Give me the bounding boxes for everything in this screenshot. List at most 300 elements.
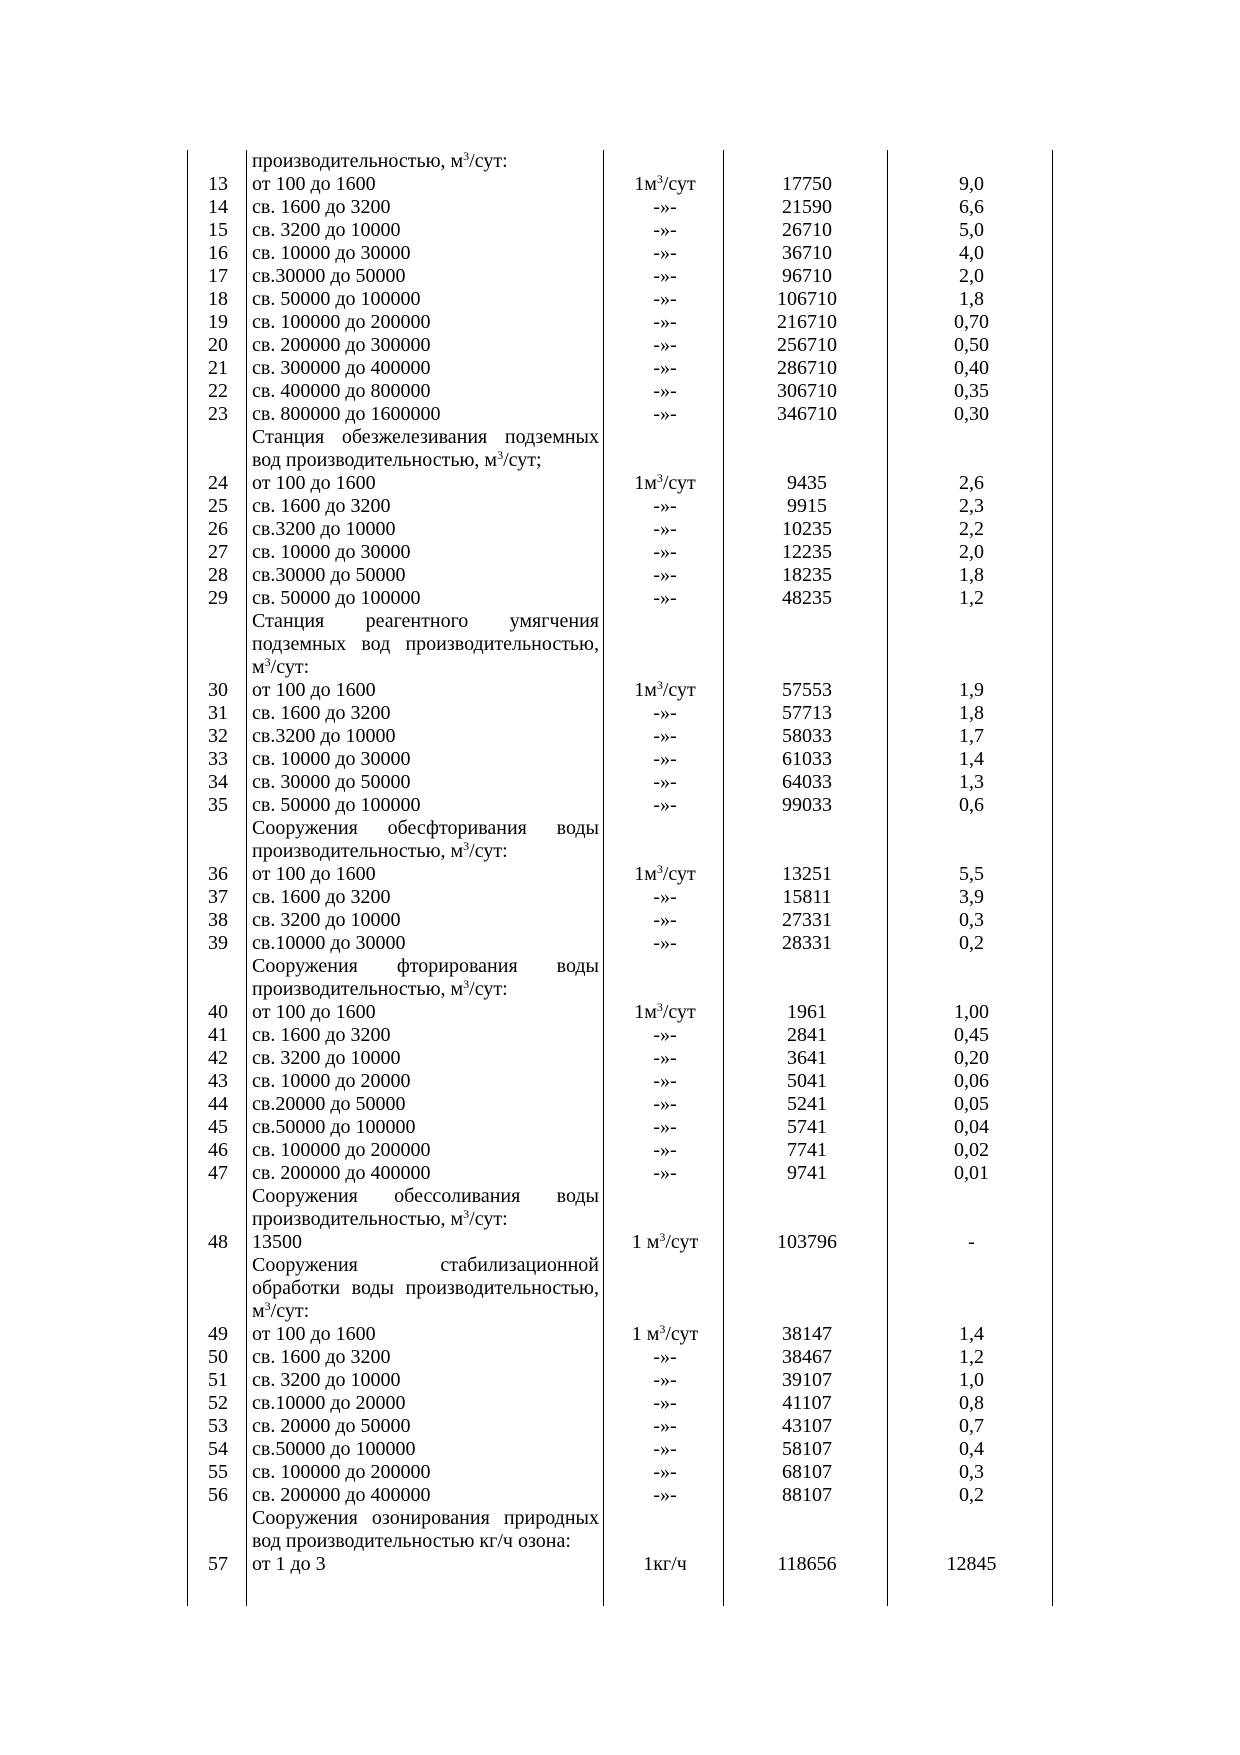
cost-cell: 256710 — [777, 334, 837, 356]
table-row — [188, 495, 1054, 518]
cost-cell — [725, 817, 889, 863]
cost-cell — [725, 150, 889, 173]
unit-cell: -»- — [653, 1162, 677, 1184]
capacity-range: от 100 до 1600 — [252, 1001, 376, 1023]
capacity-range: от 100 до 1600 — [252, 679, 376, 701]
row-number: 46 — [208, 1139, 228, 1161]
coefficient-cell: 1,0 — [959, 1369, 984, 1391]
section-heading: Сооружения фторирования воды производительностью, $м^3$/сут: — [252, 955, 599, 1000]
unit-cell — [605, 955, 725, 1001]
unit-cell — [605, 817, 725, 863]
table-row — [188, 403, 1054, 426]
table-row — [188, 288, 1054, 311]
section-heading-row — [188, 1507, 1054, 1553]
row-number: 40 — [208, 1001, 228, 1023]
cost-cell: 9915 — [787, 495, 827, 517]
unit-cell — [605, 1185, 725, 1231]
cost-cell — [725, 610, 889, 679]
unit-cell: -»- — [653, 403, 677, 425]
capacity-range: св. 200000 до 300000 — [252, 334, 431, 356]
table-row — [188, 1116, 1054, 1139]
unit-cell: -»- — [653, 1484, 677, 1506]
capacity-range: св.30000 до 50000 — [252, 564, 406, 586]
capacity-range: св. 3200 до 10000 — [252, 909, 401, 931]
table-row — [188, 725, 1054, 748]
table-row — [188, 1323, 1054, 1346]
section-heading-row — [188, 817, 1054, 863]
unit-cell — [605, 1507, 725, 1553]
coefficient-cell: 0,20 — [954, 1047, 989, 1069]
cost-cell: 48235 — [782, 587, 832, 609]
row-number: 50 — [208, 1346, 228, 1368]
coefficient-cell — [889, 1185, 1054, 1231]
capacity-range: св. 50000 до 100000 — [252, 587, 421, 609]
row-number: 28 — [208, 564, 228, 586]
coefficient-cell: 0,70 — [954, 311, 989, 333]
coefficient-cell — [889, 150, 1054, 173]
capacity-range: от 1 до 3 — [252, 1553, 326, 1575]
cost-cell: 96710 — [782, 265, 832, 287]
capacity-range: св. 1600 до 3200 — [252, 702, 391, 724]
table-row — [188, 357, 1054, 380]
row-number: 24 — [208, 472, 228, 494]
table-row — [188, 219, 1054, 242]
unit-cell: $1м^3$/сут — [634, 862, 696, 885]
coefficient-cell: 2,0 — [959, 265, 984, 287]
row-number — [188, 1507, 248, 1553]
capacity-range: св. 3200 до 10000 — [252, 219, 401, 241]
unit-cell: -»- — [653, 886, 677, 908]
row-number: 27 — [208, 541, 228, 563]
cost-cell: 28331 — [782, 932, 832, 954]
cost-cell: 5741 — [787, 1116, 827, 1138]
capacity-range: св. 50000 до 100000 — [252, 794, 421, 816]
capacity-range: св. 300000 до 400000 — [252, 357, 431, 379]
cost-cell: 58107 — [782, 1438, 832, 1460]
table-row — [188, 932, 1054, 955]
cost-cell: 39107 — [782, 1369, 832, 1391]
capacity-range: св. 20000 до 50000 — [252, 1415, 411, 1437]
row-number: 38 — [208, 909, 228, 931]
coefficient-cell: 2,6 — [959, 472, 984, 494]
unit-cell: -»- — [653, 196, 677, 218]
coefficient-cell: 1,4 — [959, 1323, 984, 1345]
cost-cell: 88107 — [782, 1484, 832, 1506]
cost-cell: 58033 — [782, 725, 832, 747]
row-number: 32 — [208, 725, 228, 747]
coefficient-cell: 0,2 — [959, 1484, 984, 1506]
unit-cell: -»- — [653, 1415, 677, 1437]
cost-cell — [725, 1507, 889, 1553]
coefficient-cell: 0,6 — [959, 794, 984, 816]
cost-cell: 61033 — [782, 748, 832, 770]
table-row — [188, 242, 1054, 265]
section-heading-row — [188, 426, 1054, 472]
section-heading: Сооружения обессоливания воды производительностью, $м^3$/сут: — [252, 1185, 599, 1230]
row-number: 34 — [208, 771, 228, 793]
section-heading-row — [188, 610, 1054, 679]
coefficient-cell: 1,8 — [959, 702, 984, 724]
section-heading-row — [188, 955, 1054, 1001]
coefficient-cell: 1,4 — [959, 748, 984, 770]
coefficient-cell — [889, 1254, 1054, 1323]
cost-cell: 12235 — [782, 541, 832, 563]
capacity-range: св. 10000 до 30000 — [252, 541, 411, 563]
cost-cell: 21590 — [782, 196, 832, 218]
capacity-range: 13500 — [252, 1231, 302, 1253]
unit-cell: -»- — [653, 334, 677, 356]
table-row — [188, 1438, 1054, 1461]
coefficient-cell: 0,3 — [959, 909, 984, 931]
unit-cell: -»- — [653, 495, 677, 517]
capacity-range: св. 10000 до 20000 — [252, 1070, 411, 1092]
cost-cell: 3641 — [787, 1047, 827, 1069]
unit-cell: -»- — [653, 1438, 677, 1460]
table-row — [188, 1001, 1054, 1024]
unit-cell — [605, 150, 725, 173]
row-number: 48 — [208, 1231, 228, 1253]
unit-cell: -»- — [653, 725, 677, 747]
cost-cell: 36710 — [782, 242, 832, 264]
row-number: 31 — [208, 702, 228, 724]
row-number: 39 — [208, 932, 228, 954]
coefficient-cell: 0,30 — [954, 403, 989, 425]
unit-cell: $1м^3$/сут — [634, 471, 696, 494]
coefficient-cell: 0,02 — [954, 1139, 989, 1161]
capacity-range: св. 30000 до 50000 — [252, 771, 411, 793]
coefficient-cell: 1,8 — [959, 564, 984, 586]
row-number: 44 — [208, 1093, 228, 1115]
coefficient-cell: 0,2 — [959, 932, 984, 954]
row-number: 23 — [208, 403, 228, 425]
row-number: 14 — [208, 196, 228, 218]
table-row — [188, 1070, 1054, 1093]
row-number — [188, 610, 248, 679]
capacity-range: св. 200000 до 400000 — [252, 1162, 431, 1184]
unit-cell: -»- — [653, 932, 677, 954]
table-row — [188, 771, 1054, 794]
table-row — [188, 1346, 1054, 1369]
capacity-range: св.10000 до 20000 — [252, 1392, 406, 1414]
row-number: 51 — [208, 1369, 228, 1391]
row-number: 45 — [208, 1116, 228, 1138]
unit-cell: -»- — [653, 771, 677, 793]
cost-cell: 43107 — [782, 1415, 832, 1437]
table-row — [188, 679, 1054, 702]
coefficient-cell — [889, 955, 1054, 1001]
coefficient-cell: 0,05 — [954, 1093, 989, 1115]
unit-cell: -»- — [653, 288, 677, 310]
cost-cell — [725, 426, 889, 472]
table-row — [188, 1369, 1054, 1392]
table-row — [188, 1553, 1054, 1576]
capacity-range: св. 100000 до 200000 — [252, 1139, 431, 1161]
row-number: 47 — [208, 1162, 228, 1184]
cost-cell: 2841 — [787, 1024, 827, 1046]
price-table-body — [188, 150, 1054, 1576]
row-number: 16 — [208, 242, 228, 264]
capacity-range: св.50000 до 100000 — [252, 1438, 416, 1460]
coefficient-cell: 0,01 — [954, 1162, 989, 1184]
cost-cell — [725, 1254, 889, 1323]
capacity-range: от 100 до 1600 — [252, 863, 376, 885]
coefficient-cell: 2,3 — [959, 495, 984, 517]
row-number: 49 — [208, 1323, 228, 1345]
table-row — [188, 1392, 1054, 1415]
row-number: 42 — [208, 1047, 228, 1069]
unit-cell: -»- — [653, 380, 677, 402]
cost-cell: 1961 — [787, 1001, 827, 1023]
coefficient-cell: 0,4 — [959, 1438, 984, 1460]
capacity-range: св. 200000 до 400000 — [252, 1484, 431, 1506]
unit-cell: -»- — [653, 702, 677, 724]
section-heading: Станция реагентного умягчения подземных вод производительностью, $м^3$/сут: — [252, 610, 599, 678]
cost-cell: 103796 — [777, 1231, 837, 1253]
capacity-range: от 100 до 1600 — [252, 472, 376, 494]
section-heading-row — [188, 1185, 1054, 1231]
capacity-range: св.10000 до 30000 — [252, 932, 406, 954]
table-row — [188, 1162, 1054, 1185]
table-row — [188, 1047, 1054, 1070]
cost-cell: 7741 — [787, 1139, 827, 1161]
coefficient-cell — [889, 817, 1054, 863]
coefficient-cell: 0,35 — [954, 380, 989, 402]
capacity-range: св. 1600 до 3200 — [252, 495, 391, 517]
row-number — [188, 1185, 248, 1231]
coefficient-cell — [889, 610, 1054, 679]
row-number: 26 — [208, 518, 228, 540]
cost-cell: 38467 — [782, 1346, 832, 1368]
unit-cell: $1м^3$/сут — [634, 1000, 696, 1023]
coefficient-cell: 1,00 — [954, 1001, 989, 1023]
row-number — [188, 1254, 248, 1323]
unit-cell: -»- — [653, 909, 677, 931]
unit-cell: -»- — [653, 1139, 677, 1161]
section-heading: Сооружения озонирования природных вод производительностью кг/ч озона: — [252, 1507, 599, 1552]
row-number: 52 — [208, 1392, 228, 1414]
capacity-range: св.30000 до 50000 — [252, 265, 406, 287]
table-row — [188, 1231, 1054, 1254]
unit-cell: $1м^3$/сут — [634, 678, 696, 701]
cost-cell: 68107 — [782, 1461, 832, 1483]
coefficient-cell: 3,9 — [959, 886, 984, 908]
section-heading: производительностью, $м^3$/сут: — [252, 149, 508, 172]
row-number: 17 — [208, 265, 228, 287]
table-row — [188, 886, 1054, 909]
unit-cell: -»- — [653, 357, 677, 379]
coefficient-cell: 0,3 — [959, 1461, 984, 1483]
unit-cell: -»- — [653, 518, 677, 540]
cost-cell: 41107 — [782, 1392, 832, 1414]
row-number: 36 — [208, 863, 228, 885]
coefficient-cell: 1,2 — [959, 1346, 984, 1368]
cost-cell: 106710 — [777, 288, 837, 310]
row-number: 37 — [208, 886, 228, 908]
cost-cell: 9741 — [787, 1162, 827, 1184]
cost-cell: 13251 — [782, 863, 832, 885]
coefficient-cell — [889, 1507, 1054, 1553]
capacity-range: св. 1600 до 3200 — [252, 1024, 391, 1046]
coefficient-cell: 2,0 — [959, 541, 984, 563]
capacity-range: от 100 до 1600 — [252, 1323, 376, 1345]
coefficient-cell: 1,2 — [959, 587, 984, 609]
cost-cell: 286710 — [777, 357, 837, 379]
table-row — [188, 1461, 1054, 1484]
unit-cell: -»- — [653, 1070, 677, 1092]
table-row — [188, 1415, 1054, 1438]
unit-cell: -»- — [653, 1116, 677, 1138]
table-row — [188, 1484, 1054, 1507]
row-number: 21 — [208, 357, 228, 379]
table-row — [188, 265, 1054, 288]
coefficient-cell — [889, 426, 1054, 472]
row-number: 35 — [208, 794, 228, 816]
capacity-range: св.3200 до 10000 — [252, 725, 396, 747]
coefficient-cell: 1,8 — [959, 288, 984, 310]
unit-cell: -»- — [653, 1392, 677, 1414]
unit-cell: -»- — [653, 748, 677, 770]
unit-cell: -»- — [653, 242, 677, 264]
unit-cell: -»- — [653, 1093, 677, 1115]
coefficient-cell: 0,8 — [959, 1392, 984, 1414]
coefficient-cell: 0,06 — [954, 1070, 989, 1092]
section-heading: Сооружения обесфторивания воды производительностью, $м^3$/сут: — [252, 817, 599, 862]
capacity-range: св.50000 до 100000 — [252, 1116, 416, 1138]
row-number: 54 — [208, 1438, 228, 1460]
unit-cell: -»- — [653, 311, 677, 333]
table-row — [188, 748, 1054, 771]
capacity-range: св. 800000 до 1600000 — [252, 403, 441, 425]
capacity-range: св.20000 до 50000 — [252, 1093, 406, 1115]
coefficient-cell: 12845 — [946, 1553, 997, 1575]
table-row — [188, 541, 1054, 564]
section-heading-row — [188, 150, 1054, 173]
row-number: 18 — [208, 288, 228, 310]
coefficient-cell: 0,7 — [959, 1415, 984, 1437]
table-row — [188, 196, 1054, 219]
row-number: 22 — [208, 380, 228, 402]
row-number: 30 — [208, 679, 228, 701]
capacity-range: св. 100000 до 200000 — [252, 311, 431, 333]
unit-cell: -»- — [653, 1369, 677, 1391]
capacity-range: св. 100000 до 200000 — [252, 1461, 431, 1483]
capacity-range: от 100 до 1600 — [252, 173, 376, 195]
table-row — [188, 518, 1054, 541]
coefficient-cell: 0,50 — [954, 334, 989, 356]
cost-cell — [725, 1185, 889, 1231]
unit-cell: -»- — [653, 1461, 677, 1483]
row-number — [188, 150, 248, 173]
coefficient-cell: 0,45 — [954, 1024, 989, 1046]
coefficient-cell: - — [968, 1231, 975, 1253]
cost-cell: 99033 — [782, 794, 832, 816]
unit-cell — [605, 426, 725, 472]
table-row — [188, 334, 1054, 357]
table-row — [188, 587, 1054, 610]
unit-cell: $1м^3$/сут — [634, 172, 696, 195]
unit-cell: -»- — [653, 1346, 677, 1368]
capacity-range: св. 3200 до 10000 — [252, 1369, 401, 1391]
capacity-range: св. 3200 до 10000 — [252, 1047, 401, 1069]
row-number: 55 — [208, 1461, 228, 1483]
capacity-range: св. 50000 до 100000 — [252, 288, 421, 310]
row-number: 25 — [208, 495, 228, 517]
unit-cell: -»- — [653, 219, 677, 241]
row-number: 56 — [208, 1484, 228, 1506]
row-number: 57 — [208, 1553, 228, 1575]
price-table — [188, 150, 1054, 1576]
unit-cell: -»- — [653, 564, 677, 586]
section-heading-row — [188, 1254, 1054, 1323]
cost-cell: 17750 — [782, 173, 832, 195]
table-row — [188, 564, 1054, 587]
coefficient-cell: 4,0 — [959, 242, 984, 264]
capacity-range: св.3200 до 10000 — [252, 518, 396, 540]
table-row — [188, 794, 1054, 817]
capacity-range: св. 400000 до 800000 — [252, 380, 431, 402]
unit-cell: 1кг/ч — [643, 1553, 687, 1575]
row-number: 15 — [208, 219, 228, 241]
table-row — [188, 1024, 1054, 1047]
table-row — [188, 1139, 1054, 1162]
cost-cell: 26710 — [782, 219, 832, 241]
cost-cell: 38147 — [782, 1323, 832, 1345]
row-number: 29 — [208, 587, 228, 609]
row-number: 20 — [208, 334, 228, 356]
cost-cell: 64033 — [782, 771, 832, 793]
coefficient-cell: 1,3 — [959, 771, 984, 793]
coefficient-cell: 6,6 — [959, 196, 984, 218]
unit-cell: -»- — [653, 541, 677, 563]
unit-cell — [605, 610, 725, 679]
coefficient-cell: 0,40 — [954, 357, 989, 379]
row-number: 19 — [208, 311, 228, 333]
table-row — [188, 909, 1054, 932]
unit-cell: -»- — [653, 1024, 677, 1046]
unit-cell: -»- — [653, 1047, 677, 1069]
unit-cell: 1 $м^3$/сут — [631, 1230, 699, 1253]
cost-cell: 118656 — [777, 1553, 837, 1575]
coefficient-cell: 2,2 — [959, 518, 984, 540]
row-number — [188, 817, 248, 863]
coefficient-cell: 9,0 — [959, 173, 984, 195]
cost-cell: 216710 — [777, 311, 837, 333]
cost-cell: 306710 — [777, 380, 837, 402]
coefficient-cell: 5,5 — [959, 863, 984, 885]
unit-cell: -»- — [653, 587, 677, 609]
row-number: 41 — [208, 1024, 228, 1046]
cost-cell: 15811 — [782, 886, 832, 908]
row-number: 13 — [208, 173, 228, 195]
cost-cell: 57553 — [782, 679, 832, 701]
cost-cell: 5241 — [787, 1093, 827, 1115]
table-row — [188, 472, 1054, 495]
coefficient-cell: 1,7 — [959, 725, 984, 747]
unit-cell — [605, 1254, 725, 1323]
unit-cell: -»- — [653, 794, 677, 816]
capacity-range: св. 1600 до 3200 — [252, 886, 391, 908]
cost-cell — [725, 955, 889, 1001]
cost-cell: 10235 — [782, 518, 832, 540]
capacity-range: св. 1600 до 3200 — [252, 1346, 391, 1368]
coefficient-cell: 1,9 — [959, 679, 984, 701]
unit-cell: -»- — [653, 265, 677, 287]
capacity-range: св. 10000 до 30000 — [252, 748, 411, 770]
cost-cell: 27331 — [782, 909, 832, 931]
cost-cell: 18235 — [782, 564, 832, 586]
unit-cell: 1 $м^3$/сут — [631, 1322, 699, 1345]
section-heading: Станция обезжелезивания подземных вод производительностью, $м^3$/сут; — [252, 426, 599, 471]
